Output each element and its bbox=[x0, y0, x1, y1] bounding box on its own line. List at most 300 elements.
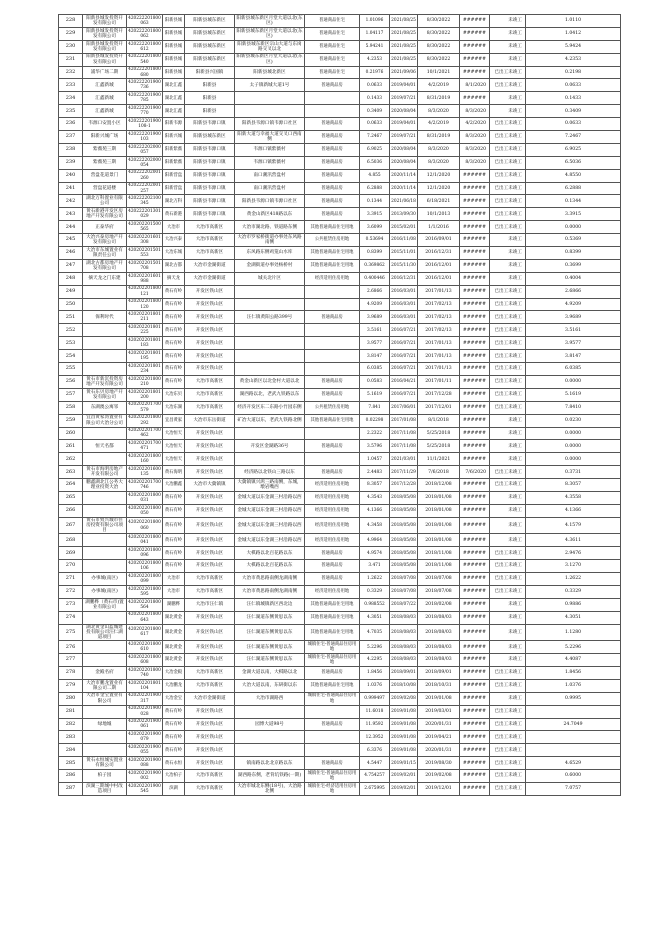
company-short-cell: 滨湖 bbox=[163, 782, 185, 795]
address-cell: 汪仁镇黄阳公路399号 bbox=[235, 311, 305, 324]
address-cell: 大冀镇镇兴鸿三路南侧，东城，墩岩嘴西 bbox=[235, 479, 305, 492]
status-cell: 未竣工 bbox=[490, 440, 526, 453]
start-date-cell: 2020/08/04 bbox=[390, 105, 418, 118]
start-date-cell: 2017/06/01 bbox=[390, 401, 418, 414]
parcel-code-cell: 420202201900079 bbox=[128, 732, 161, 743]
company-short-cell: 黄石有岭 bbox=[163, 517, 185, 534]
start-date-cell: 2019/07/21 bbox=[390, 92, 418, 105]
parcel-code-cell: 420222201800680 bbox=[128, 67, 161, 78]
status-cell: 已出工未竣工 bbox=[490, 363, 526, 376]
location-cell: 阳新县城东新区 bbox=[185, 27, 235, 40]
start-date-cell: 2019/02/01 bbox=[390, 782, 418, 795]
land-use-cell: 普通商品房 bbox=[305, 573, 360, 586]
end-date-cell: 2017/01/13 bbox=[418, 337, 460, 350]
location-cell: 阳新县韦源口镇 bbox=[185, 195, 235, 208]
location-cell: 开发区铁山区 bbox=[185, 440, 235, 453]
hidden-date-cell: ###### bbox=[460, 666, 490, 679]
area-value-cell: 0.8399 bbox=[360, 247, 390, 260]
location-cell: 阳新县 bbox=[185, 92, 235, 105]
row-number-cell: 267 bbox=[59, 517, 83, 534]
hidden-date-cell: ###### bbox=[460, 560, 490, 573]
table-row bbox=[59, 718, 621, 731]
end-date-cell: 2016/09/01 bbox=[418, 234, 460, 247]
project-name-cell bbox=[83, 350, 127, 363]
table-row bbox=[59, 560, 621, 573]
end-date-cell: 10/1/2021 bbox=[418, 66, 460, 79]
status-cell: 已出工未竣工 bbox=[490, 705, 526, 718]
end-date-cell: 2016/12/01 bbox=[418, 259, 460, 272]
end-date-cell: 2018/01/08 bbox=[418, 491, 460, 504]
end-date-cell: 2018/09/01 bbox=[418, 666, 460, 679]
start-date-cell: 2019/01/08 bbox=[390, 718, 418, 731]
project-name-cell: 阳新县城发投资开发有限公司 bbox=[83, 40, 127, 53]
company-short-cell: 黄石有岭 bbox=[163, 560, 185, 573]
table-row bbox=[59, 156, 621, 169]
location-cell: 开发区铁山区 bbox=[185, 731, 235, 744]
status-cell: 未竣工 bbox=[490, 27, 526, 40]
total-area-cell: 0.0000 bbox=[526, 440, 621, 453]
table-row bbox=[59, 692, 621, 705]
row-number-cell: 258 bbox=[59, 401, 83, 414]
location-cell: 开发区铁山区 bbox=[185, 427, 235, 440]
hidden-date-cell: ###### bbox=[460, 547, 490, 560]
row-number-cell: 274 bbox=[59, 611, 83, 624]
location-cell: 开发区铁山区 bbox=[185, 611, 235, 624]
status-cell: 未竣工 bbox=[490, 517, 526, 534]
parcel-code-cell: 420222201900785 bbox=[128, 93, 161, 104]
status-cell: 未竣工 bbox=[490, 247, 526, 260]
area-value-cell: 6.3376 bbox=[360, 744, 390, 757]
start-date-cell: 2017/11/08 bbox=[390, 427, 418, 440]
total-area-cell: 0.0230 bbox=[526, 414, 621, 427]
address-cell: 大冶市湖北路、铁道路东侧 bbox=[235, 221, 305, 234]
parcel-code-cell: 420202201601308 bbox=[128, 234, 161, 246]
project-name-cell: 大冶市鹏龙置业有限公司二期 bbox=[83, 679, 127, 692]
start-date-cell: 2018/08/03 bbox=[390, 624, 418, 641]
area-value-cell: 7.2467 bbox=[360, 131, 390, 144]
status-cell: 已出工未竣工 bbox=[490, 118, 526, 131]
start-date-cell: 2016/03/01 bbox=[390, 311, 418, 324]
table-row bbox=[59, 401, 621, 414]
project-name-cell bbox=[83, 363, 127, 376]
address-cell bbox=[235, 337, 305, 350]
parcel-code-cell: 420202201900061 bbox=[128, 719, 161, 730]
status-cell: 已出工未竣工 bbox=[490, 208, 526, 221]
parcel-code-cell: 420222201800062 bbox=[128, 28, 161, 39]
land-use-cell bbox=[305, 285, 360, 298]
parcel-code-cell: 420222201800063 bbox=[128, 15, 161, 26]
start-date-cell: 2019/01/08 bbox=[390, 744, 418, 757]
hidden-date-cell: ###### bbox=[460, 285, 490, 298]
area-value-cell: 3.9577 bbox=[360, 337, 390, 350]
status-cell: 已出工未竣工 bbox=[490, 79, 526, 92]
row-number-cell: 250 bbox=[59, 298, 83, 311]
address-cell: 园博大道98号 bbox=[235, 718, 305, 731]
location-cell: 阳新县兴国镇 bbox=[185, 66, 235, 79]
status-cell: 未竣工 bbox=[490, 654, 526, 667]
hidden-date-cell: ###### bbox=[460, 414, 490, 427]
company-short-cell: 大冶市 bbox=[163, 585, 185, 598]
land-use-cell: 普通商品房 bbox=[305, 547, 360, 560]
total-area-cell: 1.1280 bbox=[526, 624, 621, 641]
location-cell: 大冶市东岳街道 bbox=[185, 414, 235, 427]
parcel-code-cell: 420202201900055 bbox=[128, 745, 161, 756]
end-date-cell: 2019/12/01 bbox=[418, 782, 460, 795]
location-cell: 阳新县韦源口镇 bbox=[185, 156, 235, 169]
end-date-cell: 8/31/2019 bbox=[418, 92, 460, 105]
parcel-code-cell: 420202201700579 bbox=[128, 402, 161, 413]
area-value-cell: 3.8147 bbox=[360, 350, 390, 363]
area-value-cell: 1.8456 bbox=[360, 666, 390, 679]
row-number-cell: 280 bbox=[59, 692, 83, 705]
parcel-code-cell: 420202201800608 bbox=[128, 654, 161, 666]
total-area-cell: 3.9577 bbox=[526, 337, 621, 350]
start-date-cell: 2018/07/22 bbox=[390, 598, 418, 611]
company-short-cell: 宜昌黄家 bbox=[163, 414, 185, 427]
area-value-cell: 4.9574 bbox=[360, 547, 390, 560]
end-date-cell: 2019/04/21 bbox=[418, 731, 460, 744]
status-cell: 已出工未竣工 bbox=[490, 66, 526, 79]
hidden-date-cell: 7/6/2020 bbox=[460, 466, 490, 479]
parcel-code-cell: 420222201900736 bbox=[128, 80, 161, 91]
parcel-code-cell: 420202201700462 bbox=[128, 428, 161, 439]
location-cell: 阳新县韦源口镇 bbox=[185, 208, 235, 221]
parcel-code-cell: 420202201900317 bbox=[128, 693, 161, 704]
location-cell: 大冶市高新区 bbox=[185, 221, 235, 234]
area-value-cell: 1.04117 bbox=[360, 27, 390, 40]
parcel-code-cell: 420222202000054 bbox=[128, 157, 161, 168]
land-use-cell: 其他普通商品住宅用地 bbox=[305, 247, 360, 260]
end-date-cell: 2019/02/08 bbox=[418, 770, 460, 783]
total-area-cell: 0.5369 bbox=[526, 234, 621, 247]
end-date-cell: 2017/12/28 bbox=[418, 388, 460, 401]
project-name-cell bbox=[83, 731, 127, 744]
table-row bbox=[59, 66, 621, 79]
location-cell: 大冶市金湖街道 bbox=[185, 259, 235, 272]
address-cell: 韦源口镇紫薇村 bbox=[235, 143, 305, 156]
area-value-cell: 0.53694 bbox=[360, 234, 390, 247]
hidden-date-cell: ###### bbox=[460, 363, 490, 376]
project-name-cell: 湖鹏桦（黄石市)置业有限公司 bbox=[83, 598, 127, 611]
location-cell: 开发区铁山区 bbox=[185, 324, 235, 337]
start-date-cell: 2018/05/08 bbox=[390, 560, 418, 573]
row-number-cell: 266 bbox=[59, 504, 83, 517]
area-value-cell: 2.6866 bbox=[360, 285, 390, 298]
row-number-cell: 284 bbox=[59, 744, 83, 757]
land-use-cell: 其他普通商品住宅用地 bbox=[305, 221, 360, 234]
company-short-cell: 大冶东城 bbox=[163, 247, 185, 260]
company-short-cell: 黄石有岭 bbox=[163, 285, 185, 298]
total-area-cell: 0.6000 bbox=[526, 770, 621, 783]
start-date-cell: 2020/11/14 bbox=[390, 182, 418, 195]
start-date-cell: 2016/07/21 bbox=[390, 324, 418, 337]
area-value-cell: 4.2295 bbox=[360, 654, 390, 667]
address-cell: 东风路东侧鸡笼山水库 bbox=[235, 247, 305, 260]
row-number-cell: 255 bbox=[59, 363, 83, 376]
land-use-cell: 城镇住宅-普通商品住房用地 bbox=[305, 692, 360, 705]
land-use-cell: 经济适用住房用地 bbox=[305, 517, 360, 534]
table-row bbox=[59, 40, 621, 53]
address-cell bbox=[235, 350, 305, 363]
row-number-cell: 251 bbox=[59, 311, 83, 324]
parcel-code-cell: 420202201800120 bbox=[128, 299, 161, 310]
project-name-cell: 营盘花道景门 bbox=[83, 169, 127, 182]
hidden-date-cell: ###### bbox=[460, 234, 490, 247]
end-date-cell: 7/6/2018 bbox=[418, 466, 460, 479]
row-number-cell: 283 bbox=[59, 731, 83, 744]
total-area-cell: 0.0633 bbox=[526, 79, 621, 92]
address-cell bbox=[235, 92, 305, 105]
status-cell: 已出工未竣工 bbox=[490, 401, 526, 414]
address-cell: 金城大道以东金湖三村沿路以西 bbox=[235, 517, 305, 534]
status-cell: 已出工未竣工 bbox=[490, 375, 526, 388]
start-date-cell: 2020/11/14 bbox=[390, 169, 418, 182]
start-date-cell: 2021/08/25 bbox=[390, 15, 418, 28]
start-date-cell: 2015/11/30 bbox=[390, 259, 418, 272]
parcel-code-cell: 420222202100345 bbox=[128, 196, 161, 207]
row-number-cell: 237 bbox=[59, 131, 83, 144]
hidden-date-cell: ###### bbox=[460, 401, 490, 414]
land-use-cell: 普通商品房 bbox=[305, 311, 360, 324]
address-cell: 黄金山新区以北金村大道以北 bbox=[235, 375, 305, 388]
start-date-cell: 2017/11/29 bbox=[390, 466, 418, 479]
project-name-cell: 汇鑫新城 bbox=[83, 92, 127, 105]
parcel-code-cell: 420202201800740 bbox=[128, 667, 161, 678]
company-short-cell: 湖北汇鑫 bbox=[163, 92, 185, 105]
parcel-code-cell: 420202201800617 bbox=[127, 624, 163, 641]
area-value-cell: 0.999497 bbox=[360, 692, 390, 705]
location-cell: 开发区铁山区 bbox=[185, 744, 235, 757]
end-date-cell: 2020/01/31 bbox=[418, 718, 460, 731]
project-name-cell bbox=[83, 560, 127, 573]
table-row bbox=[59, 585, 621, 598]
location-cell: 大冶市大冀镇镇 bbox=[185, 479, 235, 492]
data-table bbox=[58, 14, 621, 796]
land-supply-table bbox=[58, 14, 620, 796]
parcel-code-cell: 420202201700471 bbox=[128, 441, 161, 452]
hidden-date-cell: ###### bbox=[460, 585, 490, 598]
hidden-date-cell: ###### bbox=[460, 388, 490, 401]
area-value-cell: 4.5447 bbox=[360, 757, 390, 770]
table-row bbox=[59, 744, 621, 757]
parcel-code-cell: 420202201501708 bbox=[128, 260, 161, 271]
status-cell: 已出工未竣工 bbox=[490, 585, 526, 598]
row-number-cell: 263 bbox=[59, 466, 83, 479]
row-number-cell: 228 bbox=[59, 15, 83, 28]
start-date-cell: 2018/05/08 bbox=[390, 517, 418, 534]
parcel-code-cell: 420222202000057 bbox=[128, 144, 161, 155]
status-cell: 未竣工 bbox=[490, 624, 526, 641]
project-name-cell: 阳新兴城广场 bbox=[83, 131, 127, 144]
end-date-cell: 2018/10/31 bbox=[418, 679, 460, 692]
project-name-cell: 柏子园 bbox=[83, 770, 127, 783]
table-row bbox=[59, 195, 621, 208]
address-cell: 汪仁湖道东侧黄思以东 bbox=[235, 611, 305, 624]
location-cell: 开发区铁山区 bbox=[185, 517, 235, 534]
total-area-cell bbox=[526, 744, 621, 757]
project-name-cell: 摘天龙之门东建 bbox=[83, 272, 127, 285]
project-name-cell: 黄石东贝房地产开发有限公司 bbox=[83, 388, 127, 401]
end-date-cell: 2017/01/11 bbox=[418, 375, 460, 388]
table-row bbox=[59, 105, 621, 118]
address-cell: 湖西路以北，老武九铁路以东 bbox=[235, 388, 305, 401]
land-use-cell: 其他普通商品住宅用地 bbox=[305, 598, 360, 611]
company-short-cell: 阳新紫薇 bbox=[163, 143, 185, 156]
land-use-cell bbox=[305, 363, 360, 376]
total-area-cell: 4.1366 bbox=[526, 504, 621, 517]
company-short-cell: 大冶柏子 bbox=[163, 770, 185, 783]
row-number-cell: 259 bbox=[59, 414, 83, 427]
total-area-cell: 3.1270 bbox=[526, 560, 621, 573]
row-number-cell: 282 bbox=[59, 718, 83, 731]
company-short-cell: 湖北黄金 bbox=[163, 641, 185, 654]
row-number-cell: 256 bbox=[59, 375, 83, 388]
parcel-code-cell: 420222201900103 bbox=[128, 131, 161, 142]
location-cell: 大冶市金湖街道 bbox=[185, 272, 235, 285]
address-cell: 开发区金湖路36号 bbox=[235, 440, 305, 453]
start-date-cell: 2019/02/01 bbox=[390, 770, 418, 783]
land-use-cell bbox=[305, 731, 360, 744]
row-number-cell: 265 bbox=[59, 491, 83, 504]
table-row bbox=[59, 641, 621, 654]
start-date-cell: 2016/07/21 bbox=[390, 388, 418, 401]
company-short-cell: 黄石有岭 bbox=[163, 350, 185, 363]
hidden-date-cell: ###### bbox=[460, 375, 490, 388]
status-cell: 未竣工 bbox=[490, 40, 526, 53]
area-value-cell: 4.2353 bbox=[360, 53, 390, 66]
address-cell: 大冶市黄思路南侧龙湖南侧 bbox=[235, 573, 305, 586]
area-value-cell: 3.6099 bbox=[360, 221, 390, 234]
end-date-cell: 2018/01/08 bbox=[418, 517, 460, 534]
land-use-cell: 经济适用住房用地 bbox=[305, 504, 360, 517]
land-use-cell bbox=[305, 453, 360, 466]
address-cell: 镇南路以北北京路以东 bbox=[235, 757, 305, 770]
row-number-cell: 269 bbox=[59, 547, 83, 560]
start-date-cell: 2018/07/08 bbox=[390, 585, 418, 598]
project-name-cell: 阳新县城发投资开发有限公司 bbox=[83, 27, 127, 40]
area-value-cell: 4.9209 bbox=[360, 298, 390, 311]
start-date-cell: 2018/05/08 bbox=[390, 534, 418, 547]
hidden-date-cell: ###### bbox=[460, 324, 490, 337]
location-cell: 开发区铁山区 bbox=[185, 504, 235, 517]
parcel-code-cell: 420222201900770 bbox=[128, 105, 161, 117]
project-name-cell: 绿地城 bbox=[83, 718, 127, 731]
end-date-cell: 8/30/2022 bbox=[418, 53, 460, 66]
land-use-cell bbox=[305, 350, 360, 363]
row-number-cell: 238 bbox=[59, 143, 83, 156]
area-value-cell: 0.21976 bbox=[360, 66, 390, 79]
company-short-cell: 大冶市 bbox=[163, 573, 185, 586]
area-value-cell: 2.675995 bbox=[360, 782, 390, 795]
address-cell: 大冶市罗家桥街道办事处东风路南侧 bbox=[235, 234, 305, 247]
row-number-cell: 277 bbox=[59, 654, 83, 667]
area-value-cell: 3.9689 bbox=[360, 311, 390, 324]
table-row bbox=[59, 118, 621, 131]
project-name-cell: 东湖澳公寓邻 bbox=[83, 401, 127, 414]
end-date-cell: 2017/02/13 bbox=[418, 324, 460, 337]
location-cell: 开发区铁山区 bbox=[185, 298, 235, 311]
location-cell: 阳新县韦源口镇 bbox=[185, 182, 235, 195]
area-value-cell: 0.0633 bbox=[360, 118, 390, 131]
status-cell: 未竣工 bbox=[490, 692, 526, 705]
start-date-cell: 2018/05/08 bbox=[390, 491, 418, 504]
start-date-cell: 2021/06/18 bbox=[390, 195, 418, 208]
location-cell: 大冶市金湖街道 bbox=[185, 692, 235, 705]
parcel-code-cell: 420202201801225 bbox=[128, 325, 161, 336]
table-row bbox=[59, 79, 621, 92]
land-use-cell bbox=[305, 427, 360, 440]
total-area-cell: 6.9025 bbox=[526, 143, 621, 156]
project-name-cell: 浦华广场二期 bbox=[83, 66, 127, 79]
status-cell: 已出工未竣工 bbox=[490, 324, 526, 337]
start-date-cell: 2021/08/25 bbox=[390, 27, 418, 40]
table-row bbox=[59, 337, 621, 350]
project-name-cell: 大冶市金宝置业有限公司 bbox=[83, 692, 127, 705]
total-area-cell: 0.9886 bbox=[526, 598, 621, 611]
address-cell: 太子镇新城大道1号 bbox=[235, 79, 305, 92]
table-row bbox=[59, 782, 621, 795]
total-area-cell: 0.3409 bbox=[526, 105, 621, 118]
project-name-cell bbox=[83, 547, 127, 560]
start-date-cell: 2017/01/08 bbox=[390, 414, 418, 427]
address-cell bbox=[235, 363, 305, 376]
location-cell: 开发区铁山区 bbox=[185, 757, 235, 770]
location-cell: 大冶市高新区 bbox=[185, 388, 235, 401]
hidden-date-cell: ###### bbox=[460, 705, 490, 718]
table-row bbox=[59, 272, 621, 285]
total-area-cell: 0.0000 bbox=[526, 453, 621, 466]
location-cell: 开发区铁山区 bbox=[185, 337, 235, 350]
table-row bbox=[59, 92, 621, 105]
hidden-date-cell: ###### bbox=[460, 427, 490, 440]
start-date-cell: 2019/04/01 bbox=[390, 79, 418, 92]
total-area-cell: 0.0633 bbox=[526, 118, 621, 131]
area-value-cell: 0.3409 bbox=[360, 105, 390, 118]
status-cell: 已出工未竣工 bbox=[490, 350, 526, 363]
hidden-date-cell: ###### bbox=[460, 259, 490, 272]
project-name-cell: 营盘花道楼 bbox=[83, 182, 127, 195]
end-date-cell: 2018/01/08 bbox=[418, 504, 460, 517]
address-cell: 大冶市湖路西 bbox=[235, 692, 305, 705]
end-date-cell: 2018/07/08 bbox=[418, 573, 460, 586]
area-value-cell: 12.3952 bbox=[360, 731, 390, 744]
total-area-cell bbox=[526, 731, 621, 744]
status-cell: 已出工未竣工 bbox=[490, 156, 526, 169]
parcel-code-cell: 420202201801200 bbox=[128, 389, 161, 400]
land-use-cell: 普通商品住宅 bbox=[305, 66, 360, 79]
table-row bbox=[59, 350, 621, 363]
area-value-cell: 11.6018 bbox=[360, 705, 390, 718]
hidden-date-cell: ###### bbox=[460, 195, 490, 208]
status-cell: 已出工未竣工 bbox=[490, 388, 526, 401]
table-row bbox=[59, 666, 621, 679]
table-row bbox=[59, 363, 621, 376]
location-cell: 大冶市高新区 bbox=[185, 401, 235, 414]
start-date-cell: 2018/05/08 bbox=[390, 547, 418, 560]
parcel-code-cell: 420202201900028 bbox=[128, 706, 161, 717]
row-number-cell: 268 bbox=[59, 534, 83, 547]
total-area-cell: 0.3731 bbox=[526, 466, 621, 479]
table-row bbox=[59, 573, 621, 586]
parcel-code-cell: 420202201900002 bbox=[128, 770, 161, 782]
address-cell: 经济开发区东二东路小竹园东侧 bbox=[235, 401, 305, 414]
hidden-date-cell: ###### bbox=[460, 40, 490, 53]
company-short-cell: 黄石有岭 bbox=[163, 547, 185, 560]
address-cell bbox=[235, 298, 305, 311]
project-name-cell: 汇鑫新城 bbox=[83, 105, 127, 118]
project-name-cell bbox=[83, 641, 127, 654]
location-cell: 开发区铁山区 bbox=[185, 705, 235, 718]
